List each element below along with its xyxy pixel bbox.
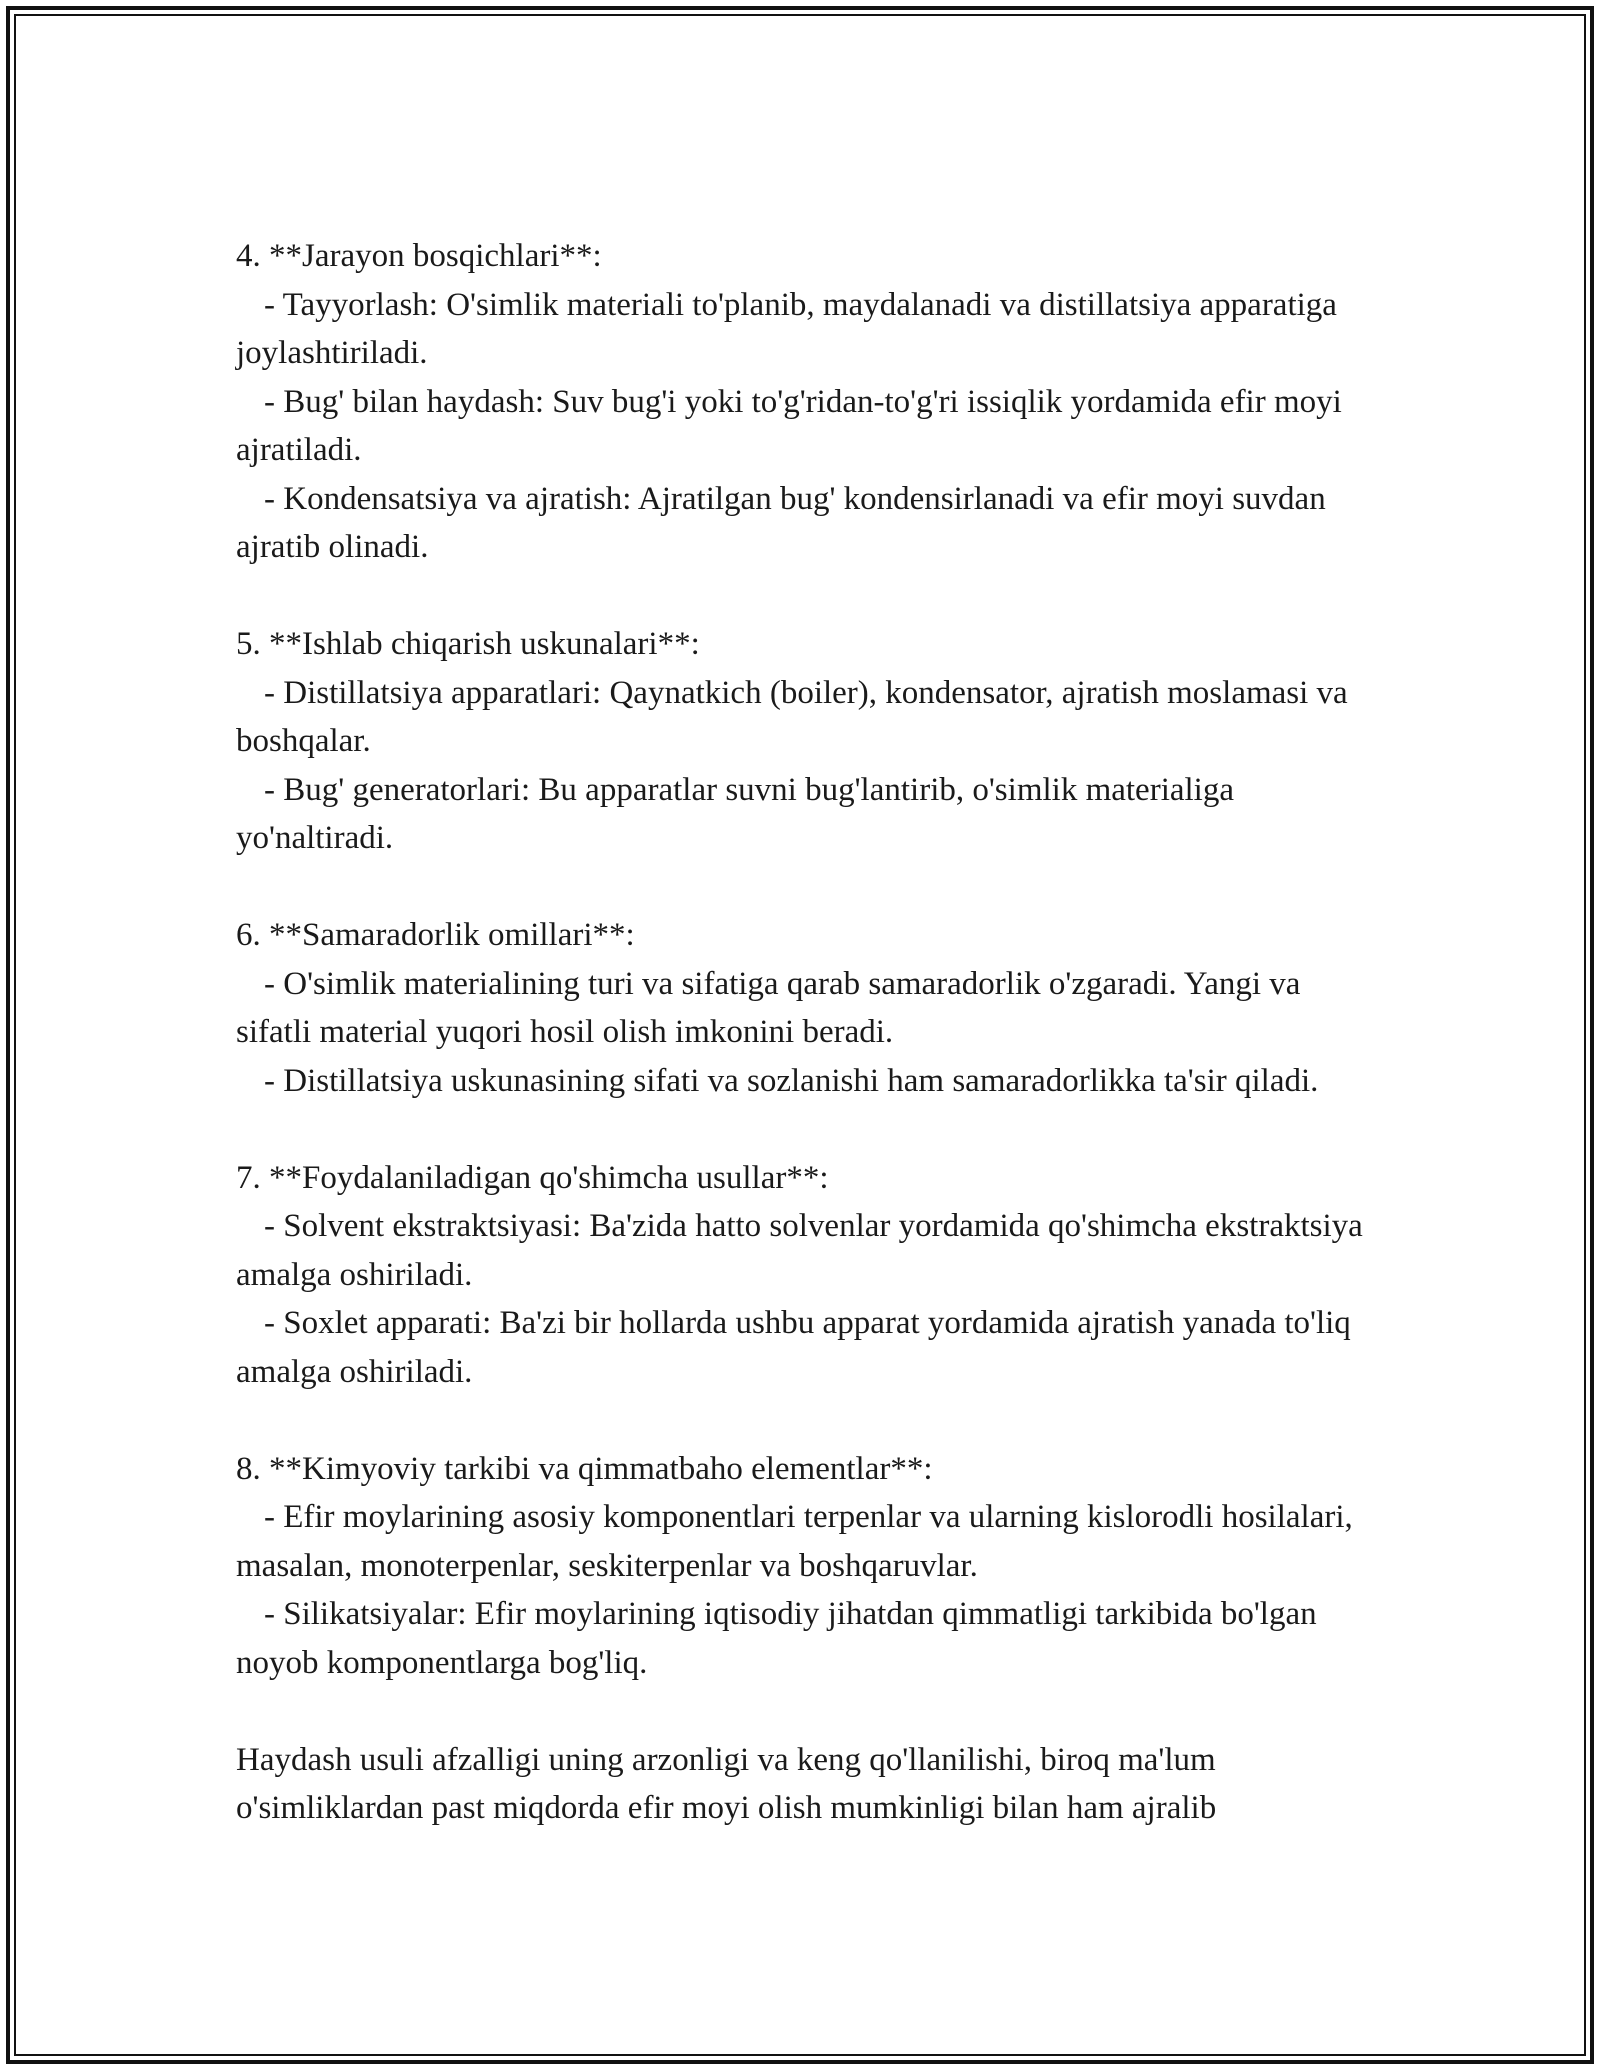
section-heading: 6. **Samaradorlik omillari**: — [236, 917, 635, 953]
section-heading: 8. **Kimyoviy tarkibi va qimmatbaho elementlar**: — [236, 1450, 933, 1487]
list-item: - Distillatsiya uskunasining sifati va sozlanishi ham samaradorlikka ta'sir qiladi. — [264, 1062, 1319, 1099]
section-samaradorlik-omillari — [236, 911, 1376, 1105]
list-item: - Soxlet apparati: Ba'zi bir hollarda ushbu apparat yordamida ajratish yanada to'liq amalga oshiriladi. — [236, 1305, 1360, 1390]
closing-paragraph: Haydash usuli afzalligi uning arzonligi va keng qo'llanilishi, biroq ma'lum o'simliklardan past miqdorda efir moyi olish mumkinligi bilan ham ajralib — [236, 1741, 1217, 1826]
list-item: - Bug' generatorlari: Bu apparatlar suvni bug'lantirib, o'simlik materialiga yo'naltiradi. — [236, 771, 1243, 856]
section-kimyoviy-tarkibi — [236, 1445, 1376, 1688]
list-item: - Efir moylarining asosiy komponentlari terpenlar va ularning kislorodli hosilalari, masalan, monoterpenlar, seskiterpenlar va boshqaruvlar. — [236, 1499, 1361, 1584]
section-heading: 5. **Ishlab chiqarish uskunalari**: — [236, 626, 700, 662]
section-heading: 7. **Foydalaniladigan qo'shimcha usullar**: — [236, 1159, 829, 1196]
list-item: - Solvent ekstraktsiyasi: Ba'zida hatto solvenlar yordamida qo'shimcha ekstraktsiya amalga oshiriladi. — [236, 1208, 1372, 1293]
section-qoshimcha-usullar — [236, 1154, 1376, 1397]
list-item: - O'simlik materialining turi va sifatiga qarab samaradorlik o'zgaradi. Yangi va sifatli material yuqori hosil olish imkonini beradi. — [236, 965, 1309, 1050]
section-heading: 4. **Jarayon bosqichlari**: — [236, 238, 602, 274]
list-item: - Distillatsiya apparatlari: Qaynatkich (boiler), kondensator, ajratish moslamasi va boshqalar. — [236, 674, 1356, 759]
section-ishlab-chiqarish-uskunalari — [236, 620, 1376, 863]
list-item: - Tayyorlash: O'simlik materiali to'planib, maydalanadi va distillatsiya apparatiga joylashtiriladi. — [236, 286, 1346, 371]
document-body — [236, 232, 1376, 1833]
list-item: - Kondensatsiya va ajratish: Ajratilgan bug' kondensirlanadi va efir moyi suvdan ajratib olinadi. — [236, 480, 1334, 565]
list-item: - Bug' bilan haydash: Suv bug'i yoki to'g'ridan-to'g'ri issiqlik yordamida efir moyi ajratiladi. — [236, 383, 1351, 468]
section-jarayon-bosqichlari — [236, 232, 1376, 572]
list-item: - Silikatsiyalar: Efir moylarining iqtisodiy jihatdan qimmatligi tarkibida bo'lgan noyob komponentlarga bog'liq. — [236, 1596, 1325, 1681]
